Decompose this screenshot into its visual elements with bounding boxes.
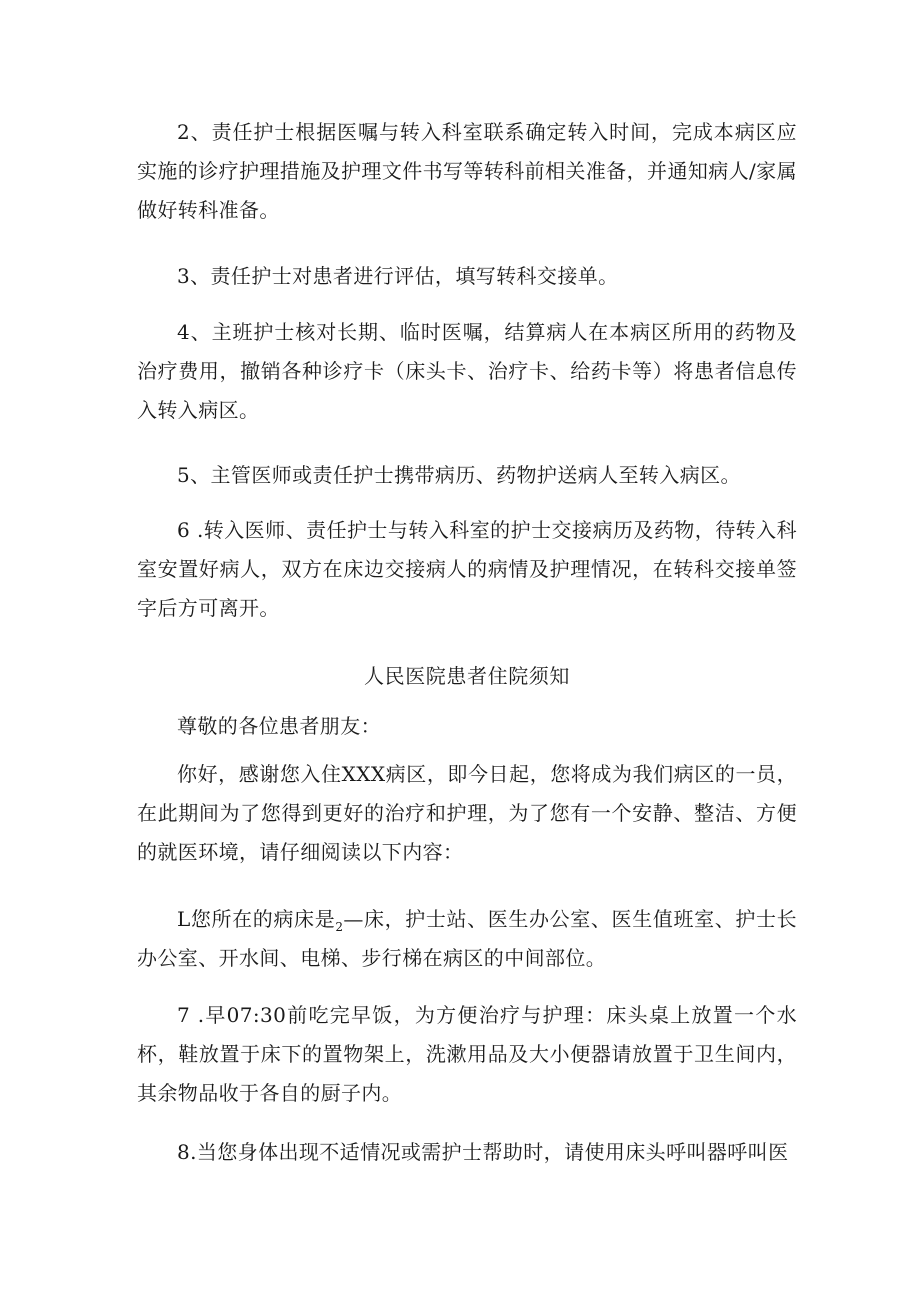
notice-salutation: 尊敬的各位患者朋友： [177, 714, 381, 738]
notice-item-1-text-b: —床，护士站、医生办公室、医生值班室、护士长办公室、开水间、电梯、步行梯在病区的中间部位。 [137, 907, 797, 970]
paragraph-step-6: 6 .转入医师、责任护士与转入科室的护士交接病历及药物，待转入科室安置好病人，双方在床边交接病人的病情及护理情况，在转科交接单签字后方可离开。 [137, 518, 797, 620]
paragraph-step-3: 3、责任护士对患者进行评估，填写转科交接单。 [177, 264, 619, 288]
bed-number-subscript: 2 [335, 920, 344, 934]
notice-item-1-text-a: L您所在的病床是 [177, 907, 336, 931]
paragraph-step-5: 5、主管医师或责任护士携带病历、药物护送病人至转入病区。 [177, 463, 741, 487]
notice-item-1 [137, 900, 797, 978]
notice-title: 人民医院患者住院须知 [364, 664, 570, 688]
paragraph-step-4: 4、主班护士核对长期、临时医嘱，结算病人在本病区所用的药物及治疗费用，撤销各种诊疗卡（床头卡、治疗卡、给药卡等）将患者信息传入转入病区。 [137, 320, 797, 422]
notice-intro: 你好，感谢您入住XXX病区，即今日起，您将成为我们病区的一员，在此期间为了您得到更好的治疗和护理，为了您有一个安静、整洁、方便的就医环境，请仔细阅读以下内容： [137, 762, 797, 864]
paragraph-step-2: 2、责任护士根据医嘱与转入科室联系确定转入时间，完成本病区应实施的诊疗护理措施及护理文件书写等转科前相关准备，并通知病人/家属做好转科准备。 [137, 120, 797, 222]
notice-item-7: 7 .早07:30前吃完早饭，为方便治疗与护理：床头桌上放置一个水杯，鞋放置于床下的置物架上，洗漱用品及大小便器请放置于卫生间内，其余物品收于各自的厨子内。 [137, 1003, 797, 1105]
notice-item-8: 8.当您身体出现不适情况或需护士帮助时，请使用床头呼叫器呼叫医 [177, 1140, 789, 1164]
